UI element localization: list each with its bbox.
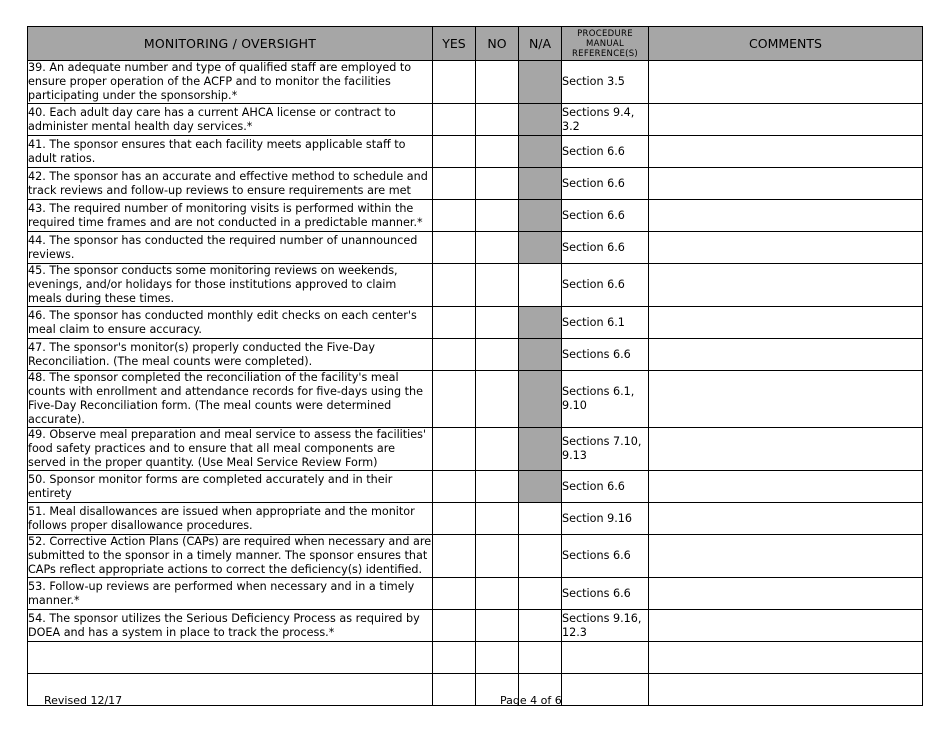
na-cell-shaded: [519, 104, 562, 136]
no-cell[interactable]: [476, 535, 519, 578]
page-number: Page 4 of 6: [500, 694, 562, 707]
yes-cell[interactable]: [433, 642, 476, 674]
na-cell-shaded: [519, 136, 562, 168]
na-cell[interactable]: [519, 503, 562, 535]
na-cell-shaded: [519, 471, 562, 503]
comments-cell[interactable]: [649, 471, 923, 503]
comments-cell[interactable]: [649, 104, 923, 136]
comments-cell[interactable]: [649, 503, 923, 535]
reference-cell: Section 6.6: [562, 168, 649, 200]
no-cell[interactable]: [476, 136, 519, 168]
na-header: N/A: [519, 27, 562, 61]
table-row: [28, 168, 923, 200]
no-cell[interactable]: [476, 339, 519, 371]
reference-cell: Sections 7.10, 9.13: [562, 428, 649, 471]
reference-cell: Section 6.6: [562, 232, 649, 264]
comments-cell[interactable]: [649, 61, 923, 104]
no-cell[interactable]: [476, 264, 519, 307]
table-row: [28, 503, 923, 535]
comments-cell[interactable]: [649, 339, 923, 371]
na-cell-shaded: [519, 371, 562, 428]
yes-cell[interactable]: [433, 264, 476, 307]
yes-cell[interactable]: [433, 471, 476, 503]
na-cell[interactable]: [519, 610, 562, 642]
comments-cell[interactable]: [649, 642, 923, 674]
reference-cell: Sections 9.4, 3.2: [562, 104, 649, 136]
yes-cell[interactable]: [433, 578, 476, 610]
item-text: 45. The sponsor conducts some monitoring reviews on weekends, evenings, and/or holidays for those institutions approved to claim meals during these times.: [28, 264, 433, 307]
na-cell-shaded: [519, 168, 562, 200]
comments-cell[interactable]: [649, 136, 923, 168]
table-row: [28, 232, 923, 264]
comments-cell[interactable]: [649, 232, 923, 264]
procedure-header-line3: REFERENCE(S): [571, 48, 639, 59]
comments-cell[interactable]: [649, 168, 923, 200]
no-cell[interactable]: [476, 200, 519, 232]
comments-cell[interactable]: [649, 307, 923, 339]
no-cell[interactable]: [476, 428, 519, 471]
comments-cell[interactable]: [649, 428, 923, 471]
reference-cell: Sections 6.6: [562, 535, 649, 578]
reference-cell: Section 6.6: [562, 200, 649, 232]
item-text: 40. Each adult day care has a current AHCA license or contract to administer mental health day services.*: [28, 104, 433, 136]
item-text: 41. The sponsor ensures that each facility meets applicable staff to adult ratios.: [28, 136, 433, 168]
procedure-manual-reference-header: [562, 27, 649, 61]
yes-cell[interactable]: [433, 503, 476, 535]
na-cell-shaded: [519, 428, 562, 471]
na-cell[interactable]: [519, 578, 562, 610]
comments-cell[interactable]: [649, 578, 923, 610]
item-text: 51. Meal disallowances are issued when appropriate and the monitor follows proper disallowance procedures.: [28, 503, 433, 535]
table-row: [28, 307, 923, 339]
item-text: 39. An adequate number and type of qualified staff are employed to ensure proper operation of the ACFP and to monitor the facilities participating under the sponsorship.*: [28, 61, 433, 104]
comments-cell[interactable]: [649, 264, 923, 307]
item-text: 43. The required number of monitoring visits is performed within the required time frames and are not conducted in a predictable manner.*: [28, 200, 433, 232]
no-cell[interactable]: [476, 578, 519, 610]
yes-cell[interactable]: [433, 674, 476, 706]
na-cell-shaded: [519, 307, 562, 339]
table-row: [28, 428, 923, 471]
reference-cell: Section 3.5: [562, 61, 649, 104]
na-cell-shaded: [519, 339, 562, 371]
na-cell-shaded: [519, 61, 562, 104]
item-text: 54. The sponsor utilizes the Serious Deficiency Process as required by DOEA and has a system in place to track the process.*: [28, 610, 433, 642]
comments-cell[interactable]: [649, 610, 923, 642]
no-cell[interactable]: [476, 61, 519, 104]
yes-cell[interactable]: [433, 339, 476, 371]
blank-item-cell[interactable]: [28, 642, 433, 674]
yes-cell[interactable]: [433, 168, 476, 200]
no-cell[interactable]: [476, 307, 519, 339]
table-row: [28, 264, 923, 307]
reference-cell[interactable]: [562, 674, 649, 706]
yes-cell[interactable]: [433, 200, 476, 232]
blank-row: [28, 674, 923, 706]
reference-cell: Section 6.6: [562, 471, 649, 503]
yes-cell[interactable]: [433, 136, 476, 168]
reference-cell: Sections 6.1, 9.10: [562, 371, 649, 428]
comments-cell[interactable]: [649, 674, 923, 706]
reference-cell: Sections 6.6: [562, 339, 649, 371]
item-text: 44. The sponsor has conducted the required number of unannounced reviews.: [28, 232, 433, 264]
header-row: [28, 27, 923, 61]
item-text: 42. The sponsor has an accurate and effective method to schedule and track reviews and follow-up reviews to ensure requirements are met: [28, 168, 433, 200]
procedure-header-line1: PROCEDURE: [577, 28, 633, 39]
na-cell[interactable]: [519, 535, 562, 578]
yes-cell[interactable]: [433, 428, 476, 471]
table-row: [28, 610, 923, 642]
item-text: 52. Corrective Action Plans (CAPs) are required when necessary and are submitted to the sponsor in a timely manner. The sponsor ensures that CAPs reflect appropriate actions to correct the deficiency(s) identified.: [28, 535, 432, 576]
item-text: 47. The sponsor's monitor(s) properly conducted the Five-Day Reconciliation. (The meal counts were completed).: [28, 339, 433, 371]
table-row: [28, 578, 923, 610]
yes-cell[interactable]: [433, 610, 476, 642]
item-text: 50. Sponsor monitor forms are completed accurately and in their entirety: [28, 471, 433, 503]
monitoring-oversight-header: MONITORING / OVERSIGHT: [28, 27, 433, 61]
procedure-header-line2: MANUAL: [585, 38, 625, 49]
reference-cell: Section 6.6: [562, 136, 649, 168]
no-cell[interactable]: [476, 642, 519, 674]
reference-cell: Section 6.6: [562, 264, 649, 307]
item-text: 46. The sponsor has conducted monthly edit checks on each center's meal claim to ensure accuracy.: [28, 307, 433, 339]
blank-row: [28, 642, 923, 674]
reference-cell[interactable]: [562, 642, 649, 674]
no-cell[interactable]: [476, 371, 519, 428]
no-cell[interactable]: [476, 104, 519, 136]
monitoring-oversight-table: [27, 26, 923, 706]
no-cell[interactable]: [476, 471, 519, 503]
comments-cell[interactable]: [649, 200, 923, 232]
yes-cell[interactable]: [433, 307, 476, 339]
na-cell-shaded: [519, 232, 562, 264]
table-row: [28, 104, 923, 136]
reference-cell: Sections 6.6: [562, 578, 649, 610]
yes-cell[interactable]: [433, 535, 476, 578]
item-text: 49. Observe meal preparation and meal service to assess the facilities' food safety practices and to ensure that all meal components are served in the proper quantity. (Use Meal Service Review Form): [28, 428, 433, 471]
yes-header: YES: [433, 27, 476, 61]
comments-cell[interactable]: [649, 535, 923, 578]
na-cell-shaded: [519, 200, 562, 232]
no-cell[interactable]: [476, 232, 519, 264]
reference-cell: Section 9.16: [562, 503, 649, 535]
comments-header: COMMENTS: [649, 27, 923, 61]
reference-cell: Section 6.1: [562, 307, 649, 339]
na-cell[interactable]: [519, 642, 562, 674]
table-row: [28, 535, 923, 578]
table-row: [28, 371, 923, 428]
item-text: 53. Follow-up reviews are performed when necessary and in a timely manner.*: [28, 578, 433, 610]
table-row: [28, 339, 923, 371]
yes-cell[interactable]: [433, 371, 476, 428]
no-header: NO: [476, 27, 519, 61]
revision-date: Revised 12/17: [44, 694, 123, 707]
table-row: [28, 200, 923, 232]
yes-cell[interactable]: [433, 61, 476, 104]
table-row: [28, 136, 923, 168]
comments-cell[interactable]: [649, 371, 923, 428]
no-cell[interactable]: [476, 503, 519, 535]
yes-cell[interactable]: [433, 232, 476, 264]
na-cell[interactable]: [519, 264, 562, 307]
table-row: [28, 471, 923, 503]
yes-cell[interactable]: [433, 104, 476, 136]
table-row: [28, 61, 923, 104]
item-text: 48. The sponsor completed the reconciliation of the facility's meal counts with enrollment and attendance records for five-days using the Five-Day Reconciliation form. (The meal counts were determined accurate).: [28, 371, 433, 428]
reference-cell: Sections 9.16, 12.3: [562, 610, 649, 642]
no-cell[interactable]: [476, 168, 519, 200]
no-cell[interactable]: [476, 610, 519, 642]
